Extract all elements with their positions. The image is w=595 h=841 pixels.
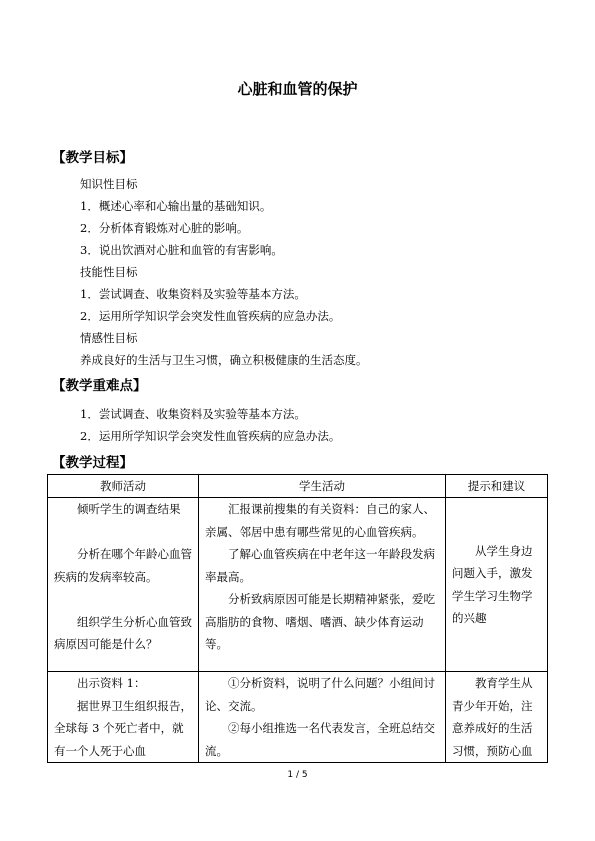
tip-cell [446, 498, 548, 672]
teacher-text: 据世界卫生组织报告，全球每 3 个死亡者中，就有一个人死于心血 [54, 698, 192, 758]
student-cell [199, 672, 446, 763]
teacher-text: 出示资料 1： [77, 676, 146, 690]
emotion-heading: 情感性目标 [80, 331, 138, 345]
skill-heading: 技能性目标 [80, 265, 138, 279]
section-key-points: 【教学重难点】 [52, 378, 147, 394]
header-student: 学生活动 [199, 475, 446, 498]
page-title: 心脏和血管的保护 [237, 80, 358, 98]
teacher-text: 分析在哪个年龄心血管疾病的发病率较高。 [54, 547, 192, 584]
tip-cell [446, 672, 548, 763]
teacher-cell [48, 498, 199, 672]
knowledge-item-1: 1．概述心率和心输出量的基础知识。 [80, 199, 272, 213]
tip-text: 教育学生从青少年开始，注意养成好的生活习惯，预防心血 [452, 676, 533, 758]
table-row [48, 672, 548, 763]
student-text: 汇报课前搜集的有关资料：自己的家人、亲属、邻居中患有哪些常见的心血管疾病。 [205, 502, 435, 539]
section-process: 【教学过程】 [52, 455, 133, 471]
student-cell [199, 498, 446, 672]
key-point-1: 1．尝试调查、收集资料及实验等基本方法。 [80, 407, 306, 421]
skill-item-2: 2．运用所学知识学会突发性血管疾病的应急办法。 [80, 309, 341, 323]
header-teacher: 教师活动 [48, 475, 199, 498]
knowledge-item-3: 3．说出饮酒对心脏和血管的有害影响。 [80, 243, 283, 257]
section-objectives: 【教学目标】 [52, 150, 133, 166]
skill-item-1: 1．尝试调查、收集资料及实验等基本方法。 [80, 287, 306, 301]
table-bottom-border [47, 762, 548, 763]
teacher-text: 组织学生分析心血管致病原因可能是什么？ [54, 614, 192, 651]
page-number: 1 / 5 [287, 770, 308, 780]
student-text: 分析致病原因可能是长期精神紧张，爱吃高脂肪的食物、嗜烟、嗜酒、缺少体育运动等。 [205, 592, 435, 651]
tip-text: 从学生身边问题入手，激发学生学习生物学的兴趣 [452, 543, 533, 625]
teacher-cell [48, 672, 199, 763]
knowledge-item-2: 2．分析体育锻炼对心脏的影响。 [80, 221, 249, 235]
emotion-item: 养成良好的生活与卫生习惯，确立积极健康的生活态度。 [80, 353, 368, 367]
student-text: 了解心血管疾病在中老年这一年龄段发病率最高。 [205, 547, 435, 584]
table-header-row [48, 475, 548, 498]
key-point-2: 2．运用所学知识学会突发性血管疾病的应急办法。 [80, 429, 341, 443]
process-table [47, 474, 548, 763]
student-text: ②每小组推选一名代表发言，全班总结交流。 [205, 721, 435, 758]
teacher-text: 倾听学生的调查结果 [77, 502, 181, 516]
student-text: ①分析资料，说明了什么问题？小组间讨论、交流。 [205, 676, 435, 713]
table-row [48, 498, 548, 672]
knowledge-heading: 知识性目标 [80, 177, 138, 191]
header-tip: 提示和建议 [446, 475, 548, 498]
